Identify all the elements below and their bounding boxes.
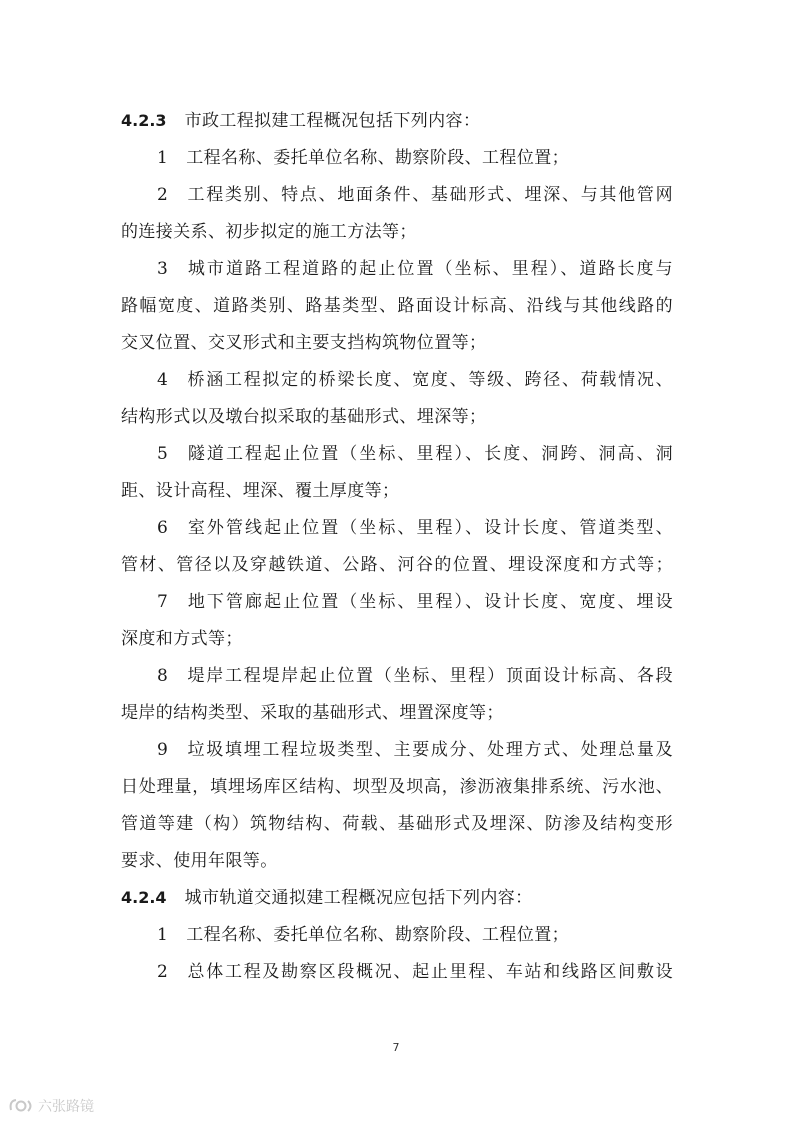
item-text: 工程名称、委托单位名称、勘察阶段、工程位置；	[186, 925, 570, 945]
list-item-9	[157, 737, 673, 763]
list-item-2	[157, 959, 673, 985]
watermark-logo-icon	[8, 1097, 34, 1115]
paragraph-line: 交叉位置、交叉形式和主要支挡构筑物位置等；	[121, 333, 487, 353]
list-item-6	[157, 515, 673, 541]
item-text: 堤岸工程堤岸起止位置（坐标、里程）顶面设计标高、各段	[186, 666, 673, 686]
list-item-2	[157, 182, 673, 208]
item-text: 桥涵工程拟定的桥梁长度、宽度、等级、跨径、荷载情况、	[186, 370, 673, 390]
list-item-1	[157, 145, 673, 171]
section-number: 4.2.4	[121, 888, 167, 907]
item-text: 工程类别、特点、地面条件、基础形式、埋深、与其他管网	[186, 185, 673, 205]
paragraph-line: 的连接关系、初步拟定的施工方法等；	[121, 222, 417, 242]
paragraph-line: 管道等建（构）筑物结构、荷载、基础形式及埋深、防渗及结构变形	[121, 814, 673, 834]
watermark-text: 六张路镜	[38, 1099, 94, 1115]
item-number: 1	[157, 148, 169, 168]
list-item-8	[157, 663, 673, 689]
section-title: 城市轨道交通拟建工程概况应包括下列内容：	[184, 888, 533, 908]
item-text: 地下管廊起止位置（坐标、里程）、设计长度、宽度、埋设	[186, 592, 673, 612]
paragraph-line: 要求、使用年限等。	[121, 851, 278, 871]
item-number: 8	[157, 666, 169, 686]
list-item-3	[157, 256, 673, 282]
item-number: 7	[157, 592, 169, 612]
paragraph-line: 日处理量，填埋场库区结构、坝型及坝高，渗沥液集排系统、污水池、	[121, 777, 673, 797]
item-text: 工程名称、委托单位名称、勘察阶段、工程位置；	[186, 148, 570, 168]
paragraph-line: 距、设计高程、埋深、覆土厚度等；	[121, 481, 400, 501]
list-item-1	[157, 922, 673, 948]
item-number: 6	[157, 518, 169, 538]
item-text: 垃圾填埋工程垃圾类型、主要成分、处理方式、处理总量及	[186, 740, 673, 760]
item-number: 3	[157, 259, 169, 279]
section-heading-4-2-4	[121, 885, 673, 911]
item-text: 隧道工程起止位置（坐标、里程）、长度、洞跨、洞高、洞	[186, 444, 673, 464]
list-item-5	[157, 441, 673, 467]
paragraph-line: 深度和方式等；	[121, 629, 243, 649]
item-number: 9	[157, 740, 169, 760]
section-heading-4-2-3	[121, 108, 673, 134]
item-number: 1	[157, 925, 169, 945]
paragraph-line: 结构形式以及墩台拟采取的基础形式、埋深等；	[121, 407, 487, 427]
paragraph-line: 堤岸的结构类型、采取的基础形式、埋置深度等；	[121, 703, 504, 723]
list-item-4	[157, 367, 673, 393]
item-text: 城市道路工程道路的起止位置（坐标、里程）、道路长度与	[186, 259, 673, 279]
paragraph-line: 管材、管径以及穿越铁道、公路、河谷的位置、埋设深度和方式等；	[121, 555, 673, 575]
watermark	[8, 1095, 94, 1117]
paragraph-line: 路幅宽度、道路类别、路基类型、路面设计标高、沿线与其他线路的	[121, 296, 673, 316]
section-number: 4.2.3	[121, 111, 167, 130]
list-item-7	[157, 589, 673, 615]
item-number: 2	[157, 185, 169, 205]
item-number: 2	[157, 962, 169, 982]
item-text: 总体工程及勘察区段概况、起止里程、车站和线路区间敷设	[186, 962, 673, 982]
section-title: 市政工程拟建工程概况包括下列内容：	[184, 111, 481, 131]
page-number: 7	[392, 1041, 400, 1054]
item-text: 室外管线起止位置（坐标、里程）、设计长度、管道类型、	[186, 518, 673, 538]
item-number: 4	[157, 370, 169, 390]
item-number: 5	[157, 444, 169, 464]
